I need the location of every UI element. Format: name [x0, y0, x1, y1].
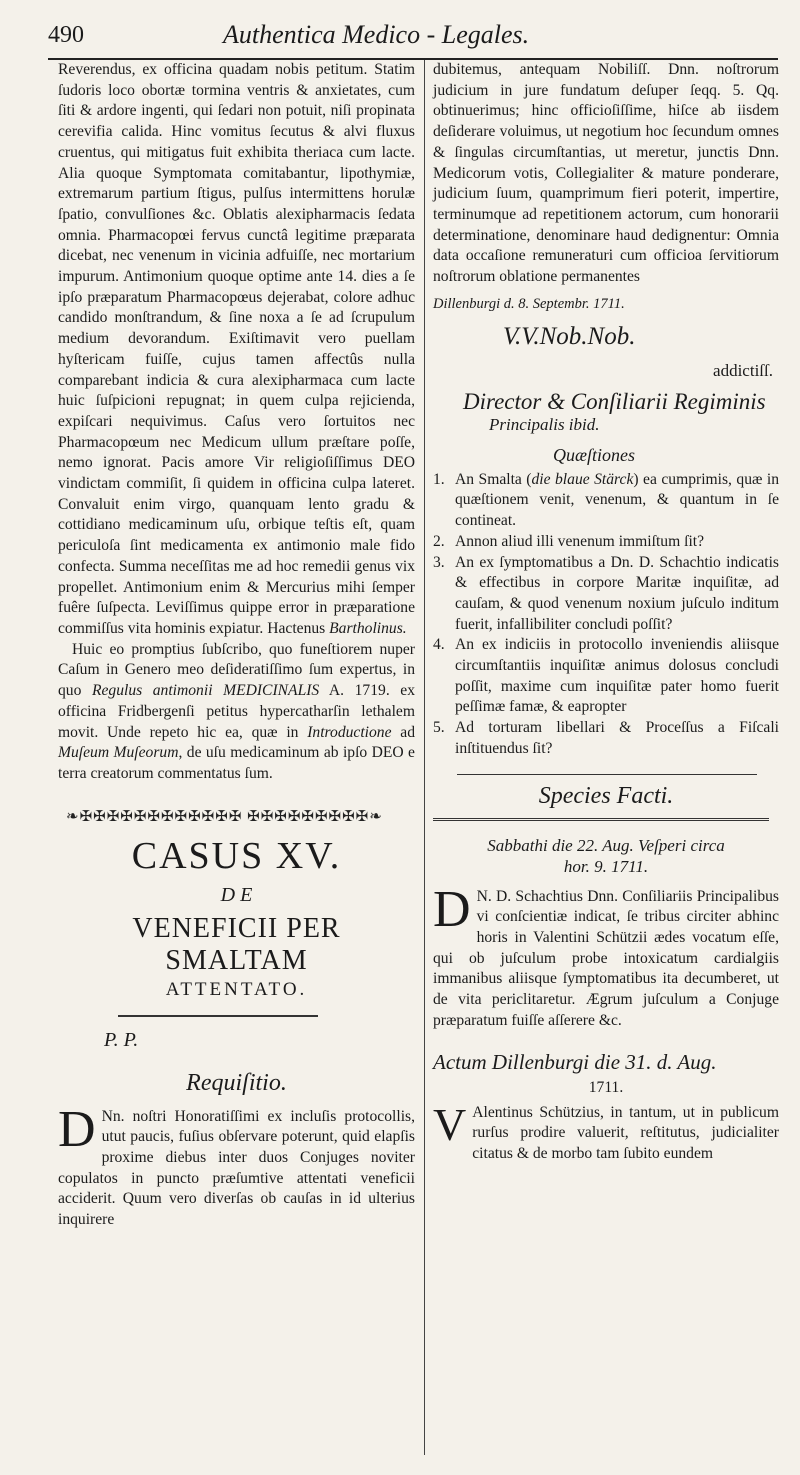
- date-line-2: hor. 9. 1711.: [563, 856, 649, 876]
- question-item: [433, 553, 779, 636]
- actum-paragraph: [433, 1098, 779, 1165]
- question-text: [455, 718, 779, 759]
- question-number: 2.: [433, 532, 445, 550]
- museum-title: Muſeum Muſeorum: [58, 744, 179, 762]
- casus-de: D E: [220, 883, 253, 906]
- question-number: 3.: [433, 553, 445, 571]
- drop-cap-d: D: [58, 1100, 96, 1158]
- left-paragraph-2-text-a: Huic eo promptius ſubſcribo, quo funeſtiorem nuper Caſum in Genero meo deſideratiſſimo ſum expertus, in quo: [58, 640, 415, 700]
- casus-attentato: ATTENTATO.: [165, 978, 308, 1000]
- question-text: [455, 470, 779, 532]
- addicti-text: addictiſſ.: [713, 360, 773, 380]
- question-text: [455, 635, 779, 718]
- drop-cap-d-facti: D: [433, 880, 471, 938]
- question-text-italic: die blaue Stärck: [531, 470, 634, 488]
- actum-heading: Actum Dillenburgi die 31. d. Aug.: [433, 1049, 717, 1074]
- introductione-title: Introductione: [307, 723, 392, 741]
- casus-title: CASUS XV.: [131, 834, 342, 877]
- drop-cap-v: V: [433, 1098, 467, 1150]
- species-facti-heading: Species Facti.: [538, 782, 674, 809]
- director-subtitle: Principalis ibid.: [489, 414, 600, 434]
- right-paragraph-1: dubitemus, antequam Nobiliſſ. Dnn. noſtrorum judicium in jure fundatum deſuper ſeqq. 5. Qq. obtinuerimus; hinc officioſiſſime, hiſce ab iisdem deſiderare voluimus, ut negotium hoc ſecundum omnes & ſingulas circumſtantias, ut meretur, junctis Dnn. Medicorum votis, Collegialiter & mature ponderare, judicium ſuum, quamprimum fieri poterit, impertire, terminumque ad repetitionem actorum, cum honorarii determinatione, denominare haud dedignentur: Omnia data occaſione remuneraturi cum officioa ſervitiorum noſtrorum oblatione permanentes: [433, 61, 779, 286]
- left-paragraph-2-text-d: , de uſu medicaminum ab ipſo DEO e terra creatorum commentatus ſum.: [58, 744, 415, 782]
- question-number: 5.: [433, 719, 445, 737]
- question-text-a: Ad torturam libellari & Proceſſus a Fiſcali inſtituendus ſit?: [455, 719, 779, 757]
- ornament-divider: ❧✠✠✠✠✠✠✠✠✠✠✠✠ ✠✠✠✠✠✠✠✠✠❧: [66, 808, 383, 825]
- right-column: [424, 60, 779, 1455]
- question-text: [455, 553, 779, 636]
- question-item: [433, 635, 779, 718]
- pp-salutation: P. P.: [104, 1028, 139, 1051]
- question-text: [455, 532, 779, 553]
- vvnob-signature: V.V.Nob.Nob.: [503, 322, 636, 350]
- author-prefix: Hactenus: [267, 619, 330, 637]
- director-title: Director & Conſiliarii Regiminis: [463, 388, 766, 414]
- page-header: [48, 14, 778, 56]
- running-title: Authentica Medico - Legales.: [223, 20, 530, 49]
- actum-year: 1711.: [588, 1078, 624, 1096]
- quaestiones-heading: Quæſtiones: [553, 444, 636, 465]
- question-item: [433, 532, 779, 553]
- date-heading: [433, 835, 779, 877]
- question-item: [433, 718, 779, 759]
- requisitio-heading: Requiſitio.: [186, 1069, 287, 1096]
- casus-rule: [118, 1015, 318, 1017]
- species-rule: [457, 774, 757, 775]
- double-rule: [433, 818, 769, 821]
- left-paragraph-1: [58, 60, 415, 640]
- question-text-a: An ex ſymptomatibus a Dn. D. Schachtio indicatis & effectibus in corpore Maritæ inquiſitæ, ad cauſam, & quod venenum noxium juſculo inditum fuerit, infallibiliter concludi poſſit?: [455, 553, 779, 633]
- question-number: 4.: [433, 636, 445, 654]
- date-line-1: Sabbathi die 22. Aug. Veſperi circa: [487, 835, 725, 855]
- signature-date: Dillenburgi d. 8. Septembr. 1711.: [433, 295, 625, 312]
- requisitio-paragraph: [58, 1100, 415, 1231]
- actum-text: Alentinus Schützius, in tantum, ut in publicum rurſus prodire valuerit, reſtitutus, judicialiter citatus & de morbo tam ſubito eundem: [472, 1103, 779, 1162]
- question-text-a: An Smalta (: [455, 470, 532, 488]
- left-paragraph-2: [58, 640, 415, 785]
- question-text-a: An ex indiciis in protocollo inveniendis aliisque circumſtantiis inquiſitæ animus dolosus concludi poſſit, maxime cum inquiſitæ pater homo fuerit peſſimæ famæ, & eapropter: [455, 636, 779, 716]
- questions-list: [433, 470, 779, 760]
- left-paragraph-2-text-b: A. 1719. ex officina Fridbergenſi petitus hypercatharſin lethalem movit. Unde repeto hic ea, quæ in: [58, 682, 415, 741]
- question-text-b: ) ea cumprimis, quæ in quæſtionem venit, venenum, & quantum in ſe contineat.: [455, 470, 779, 530]
- question-text-a: Annon aliud illi venenum immiſtum ſit?: [455, 532, 705, 550]
- author-name: Bartholinus.: [329, 619, 407, 637]
- left-paragraph-1-text: Reverendus, ex officina quadam nobis petitum. Statim ſudoris loco obortæ tormina ventris & anxietates, cum ſiti & ardore ingenti, qui ſedari non potuit, niſi propinata cerevifia calida. Hinc vomitus ſecutus & alvi fluxus cruentus, qui mitigatus fuit exhibita theriaca cum lacte. Alia quoque Symptomata comitabantur, lipothymiæ, extremarum partium ſtigus, pulſus intermittens horulæ ſpatio, convulſiones &c. Oblatis alexipharmacis ſedata omnia. Pharmacopœi fervus cunctâ legitime præparata dicebat, nec venenum in vicinia adfuiſſe, nec mortarium impurum. Antimonium quoque optime ante 14. dies a ſe ipſo præparatum Pharmacopœus dejerabat, colore adhuc candido monſtrandum, & ſine noxa a ſe ad ſcrupulum medium devorandum. Exiſtimavit vero puellam hyſtericam fuiſſe, cujus tamen affectûs nulla comparebant indicia & cura alexipharmaca cum lacte huic ſuſpicioni repugnat; in quem culpa rejicienda, expiſcari nequivimus. Caſus vero ſortuitos nec Pharmacopœum nec Medicum ullum præſtare poſſe, nemo ignorat. Pacis amore Vir religioſiſſimus DEO vindictam commiſit, ſi quidem in officina culpa lateret. Convaluit enim virgo, quanquam lento gradu & cottidiano medicaminum uſu, orbique teſtis eſt, quam periculoſa ſint medicamenta ex antimonio male fido confecta. Summa neceſſitas me ad hoc remedii genus vix propellet. Antimonium enim & Mercurius mihi ſemper fuêre ſuſpecta. Leviſſimus quippe error in præparatione commiſſus vita hominis expiatur.: [58, 61, 415, 637]
- facti-text: N. D. Schachtius Dnn. Conſiliariis Principalibus vi conſcientiæ indicat, ſe tribus circiter abhinc horis in Valentini Schützii ædes vocatum eſſe, qui ob juſculum probe intoxicatum cardialgiis immanibus aliisque ſymptomatibus ita decumberet, ut de vita periclitaretur. Ægrum juſculum a Conjuge præparatum fuiſſe aſſerere &c.: [433, 887, 779, 1029]
- question-item: [433, 470, 779, 532]
- question-number: 1.: [433, 470, 445, 488]
- regulus-title: Regulus antimonii MEDICINALIS: [91, 682, 320, 700]
- left-column: [58, 60, 415, 1231]
- page-number: 490: [48, 22, 84, 48]
- left-paragraph-2-text-c: ad: [391, 723, 416, 741]
- requisitio-text: Nn. noſtri Honoratiſſimi ex incluſis protocollis, utut paucis, fuſius obſervare poterunt, quid elapſis proxime diebus inter duos Conjuges noviter copulatos in puncto præſumtive attentati veneficii acciderit. Quum vero diverſas ob cauſas in id ulterius inquirere: [58, 1107, 415, 1229]
- casus-subject: VENEFICII PER SMALTAM: [132, 912, 341, 976]
- facti-paragraph: [433, 880, 779, 1032]
